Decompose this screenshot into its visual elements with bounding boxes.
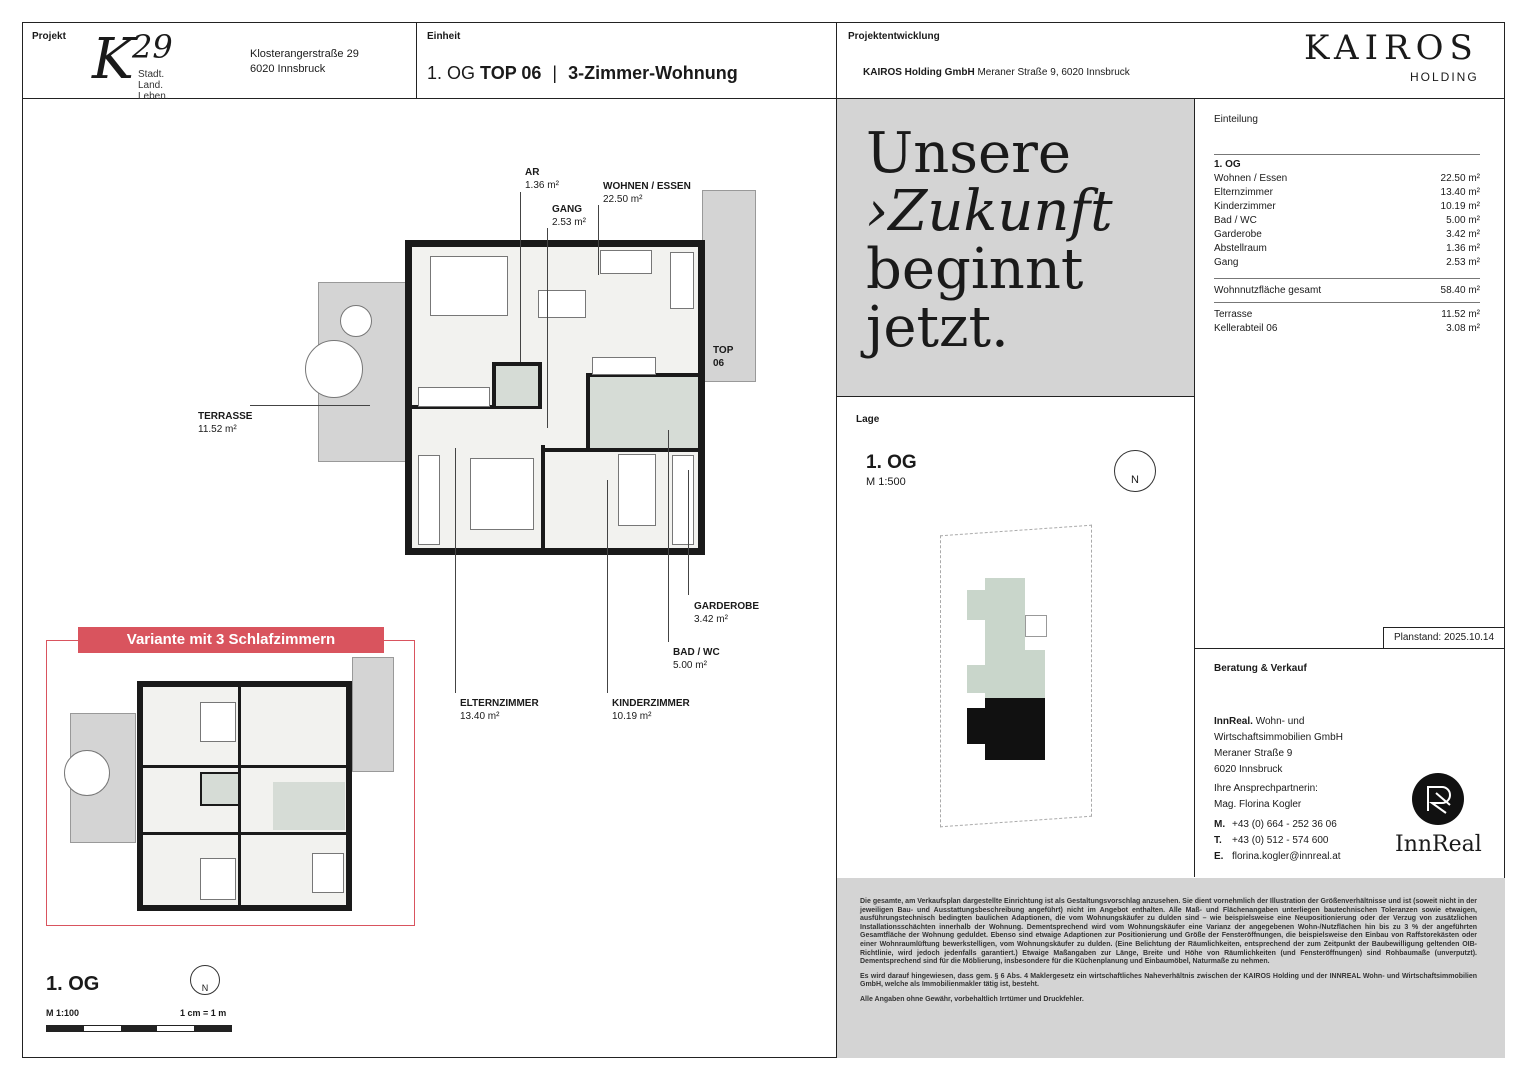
variant-wall-h1 xyxy=(143,765,346,768)
site-unit-stair xyxy=(967,708,985,744)
verkauf-e-label: E. xyxy=(1214,851,1224,862)
double-bed xyxy=(470,458,534,530)
lage-floor: 1. OG xyxy=(866,452,917,473)
einheit-floor: 1. OG xyxy=(427,63,476,83)
address-city: 6020 Innsbruck xyxy=(250,63,326,75)
wardrobe-eltern xyxy=(418,455,440,545)
label-kinder xyxy=(612,697,690,723)
label-eltern-area: 13.40 m² xyxy=(460,711,500,722)
variant-balcony xyxy=(352,657,394,772)
label-ar-name: AR xyxy=(525,167,540,178)
verkauf-street: Meraner Straße 9 xyxy=(1214,748,1293,759)
k29-logo xyxy=(92,27,134,92)
label-bad-area: 5.00 m² xyxy=(673,660,707,671)
innreal-logo-icon xyxy=(1412,773,1464,825)
label-garderobe-area: 3.42 m² xyxy=(694,614,728,625)
label-top-name: TOP xyxy=(713,345,734,356)
variant-wall-h2 xyxy=(143,832,346,835)
header-divider-1 xyxy=(416,22,417,98)
verkauf-company-bold: InnReal. xyxy=(1214,716,1253,727)
bad-room xyxy=(590,377,698,448)
einteilung-floor: 1. OG xyxy=(1214,159,1241,170)
label-gang-area: 2.53 m² xyxy=(552,217,586,228)
label-bad-name: BAD / WC xyxy=(673,647,720,658)
lage-label: Lage xyxy=(856,414,880,425)
total-row xyxy=(1214,284,1480,298)
einheit-label: Einheit xyxy=(427,31,461,42)
site-building-b xyxy=(985,650,1045,698)
verkauf-divider xyxy=(1194,648,1505,649)
einheit-title xyxy=(427,63,738,84)
label-top xyxy=(713,344,733,370)
verkauf-contact-label: Ihre Ansprechpartnerin: xyxy=(1214,783,1318,794)
label-gang xyxy=(552,203,586,229)
row-value: 2.53 m² xyxy=(1446,257,1480,268)
plan-scale: M 1:100 xyxy=(46,1008,80,1018)
total-name: Wohnnutzfläche gesamt xyxy=(1214,285,1322,296)
row-value: 13.40 m² xyxy=(1440,187,1480,198)
einteilung-extra xyxy=(1214,308,1480,336)
sofa xyxy=(430,256,508,316)
label-eltern-name: ELTERNZIMMER xyxy=(460,698,539,709)
row-value: 10.19 m² xyxy=(1440,201,1480,212)
einteilung-row xyxy=(1214,256,1480,270)
logo-sup: 29 xyxy=(132,28,173,66)
verkauf-city: 6020 Innsbruck xyxy=(1214,764,1283,775)
slogan-line-2: Zukunft xyxy=(888,179,1113,244)
row-value: 5.00 m² xyxy=(1446,215,1480,226)
kitchen-unit xyxy=(670,252,694,309)
label-kinder-area: 10.19 m² xyxy=(612,711,652,722)
row-name: Abstellraum xyxy=(1214,243,1267,254)
north-label: N xyxy=(201,983,209,993)
label-gang-name: GANG xyxy=(552,204,582,215)
wardrobe-kinder xyxy=(672,455,694,545)
label-wohnen-area: 22.50 m² xyxy=(603,194,643,205)
einheit-type: 3-Zimmer-Wohnung xyxy=(568,63,738,83)
ar-room xyxy=(496,366,538,406)
logo-tag-3: Leben. xyxy=(138,91,169,102)
lage-scale: M 1:500 xyxy=(866,476,906,488)
north-arrow-plan xyxy=(190,965,220,995)
extra-value: 3.08 m² xyxy=(1446,323,1480,334)
innreal-logo-mark xyxy=(1412,773,1464,825)
innreal-logo-text: InnReal xyxy=(1395,832,1482,857)
terrace-table xyxy=(340,305,372,337)
einteilung-table xyxy=(1214,158,1480,270)
leader-gang xyxy=(547,228,548,428)
extra-row xyxy=(1214,322,1480,336)
verkauf-m-label: M. xyxy=(1214,819,1226,830)
leader-kinder xyxy=(607,480,608,693)
entwicklung-info xyxy=(863,67,1130,78)
row-name: Garderobe xyxy=(1214,229,1262,240)
site-unit-highlight xyxy=(985,698,1045,760)
verkauf-mobile[interactable]: +43 (0) 664 - 252 36 06 xyxy=(1232,819,1337,830)
total-value: 58.40 m² xyxy=(1440,285,1480,296)
row-name: Wohnen / Essen xyxy=(1214,173,1288,184)
extra-rows xyxy=(1214,308,1480,336)
projekt-label: Projekt xyxy=(32,31,66,42)
extra-name: Kellerabteil 06 xyxy=(1214,323,1278,334)
slogan-divider xyxy=(837,396,1194,397)
wardrobe-gang xyxy=(418,387,490,407)
row-value: 1.36 m² xyxy=(1446,243,1480,254)
disclaimer-p3: Alle Angaben ohne Gewähr, vorbehaltlich Irrtümer und Druckfehler. xyxy=(860,995,1084,1003)
wall-kinder-top xyxy=(545,448,698,452)
logo-tagline xyxy=(138,69,169,102)
variant-parasol xyxy=(64,750,110,796)
kitchen-counter xyxy=(600,250,652,274)
logo-tag-1: Stadt. xyxy=(138,69,165,80)
extra-row xyxy=(1214,308,1480,322)
einteilung-rule-2 xyxy=(1214,278,1480,279)
einteilung-row xyxy=(1214,172,1480,186)
einteilung-floor-row xyxy=(1214,158,1480,172)
lage-north-label: N xyxy=(1131,474,1139,486)
disclaimer-p2: Es wird darauf hingewiesen, dass gem. § 6 Abs. 4 Maklergesetz ein wirtschaftliches Naheverhältnis zwischen der KAIROS Holding und der INNREAL Wohn- und Wirtschaftsimmobilien GmbH, welche als Immobilienmakler tätig ist, besteht. xyxy=(860,972,1477,989)
dining-table xyxy=(538,290,586,318)
leader-terrasse xyxy=(250,405,370,406)
leader-ar xyxy=(520,192,521,362)
disclaimer-text xyxy=(860,898,1477,1005)
row-name: Bad / WC xyxy=(1214,215,1257,226)
verkauf-contact-name: Mag. Florina Kogler xyxy=(1214,799,1302,810)
leader-bad xyxy=(668,430,669,642)
einteilung-row xyxy=(1214,214,1480,228)
einteilung-rule-1 xyxy=(1214,154,1480,155)
extra-name: Terrasse xyxy=(1214,309,1253,320)
row-name: Elternzimmer xyxy=(1214,187,1273,198)
leader-wohnen xyxy=(598,205,599,275)
kairos-logo: KAIROS xyxy=(1304,28,1479,68)
einteilung-label: Einteilung xyxy=(1214,114,1258,125)
variant-banner: Variante mit 3 Schlafzimmern xyxy=(78,627,384,653)
kairos-logo-sub: HOLDING xyxy=(1410,70,1479,84)
leader-garderobe xyxy=(688,470,689,595)
project-address xyxy=(250,47,359,77)
einteilung-total xyxy=(1214,284,1480,298)
leader-eltern xyxy=(455,448,456,693)
parasol xyxy=(305,340,363,398)
entwicklung-label: Projektentwicklung xyxy=(848,31,940,42)
logo-tag-2: Land. xyxy=(138,80,164,91)
einteilung-row xyxy=(1214,200,1480,214)
row-name: Kinderzimmer xyxy=(1214,201,1276,212)
variant-ar xyxy=(200,772,240,806)
label-bad xyxy=(673,646,720,672)
label-eltern xyxy=(460,697,539,723)
site-stair-a xyxy=(967,590,985,620)
label-kinder-name: KINDERZIMMER xyxy=(612,698,690,709)
label-garderobe xyxy=(694,600,759,626)
logo-k: K xyxy=(92,27,134,92)
site-balcony xyxy=(1025,615,1047,637)
verkauf-label: Beratung & Verkauf xyxy=(1214,663,1307,674)
wall-eltern-kinder xyxy=(541,445,545,548)
label-terrasse-name: TERRASSE xyxy=(198,411,253,422)
verkauf-phone[interactable]: +43 (0) 512 - 574 600 xyxy=(1232,835,1329,846)
row-name: Gang xyxy=(1214,257,1239,268)
wall-ar-right xyxy=(538,362,542,408)
variant-bed-3 xyxy=(312,853,344,893)
entwicklung-address: Meraner Straße 9, 6020 Innsbruck xyxy=(977,67,1130,78)
label-ar-area: 1.36 m² xyxy=(525,180,559,191)
header-divider xyxy=(22,98,1505,99)
label-wohnen-name: WOHNEN / ESSEN xyxy=(603,181,691,192)
einteilung-row xyxy=(1214,186,1480,200)
north-arrow-lage xyxy=(1114,450,1156,492)
einteilung-row xyxy=(1214,228,1480,242)
label-terrasse-area: 11.52 m² xyxy=(198,424,237,435)
plan-scale-note: 1 cm = 1 m xyxy=(180,1008,227,1018)
slogan-line-2-wrap: ›Zukunft xyxy=(866,179,1113,244)
planstand-box: Planstand: 2025.10.14 xyxy=(1383,627,1505,649)
disclaimer-p1: Die gesamte, am Verkaufsplan dargestellte Einrichtung ist als Gestaltungsvorschlag anzusehen. Sie dient vornehmlich der Illustration der Größenverhältnisse und ist (soweit nicht in der jeweiligen Bau- und Ausstattungsbeschreibung angeführt) nicht im Angebot enthalten. Alle Maß- und Flächenangaben unterliegen bautechnischen Toleranzen sowie etwaigen, ausführungstechnisch bedingten baulichen Adaptionen, die vom Wohnungskäufer zu dulden sind – wie beispielsweise eine Neupositionierung oder der Verzug von zusätzlichen Installationsschächten innerhalb der Wohnung. Dementsprechend wird vom Wohnungskäufer eine Varianz der angegebenen Wohn-/Nutzflächen hin bis zu 3 % der angeführten Gesamtfläche der Wohnung geduldet. Ebenso sind etwaige Adaptionen zur Positionierung und Größe der Fensteröffnungen, die beispielsweise den Einbau von Raffstorekästen oder einer Wohnraumlüftung bewerkstelligen, vom Wohnungskäufer zu dulden. (Eine Belichtung der Räumlichkeiten, entsprechend der zum Zeitpunkt der Baubewilligung geltenden OIB-Richtlinie, wird jedoch jedenfalls garantiert.) Etwaige Maßangaben zur Länge, Breite und Höhe von Räumlichkeiten (und Fensteröffnungen) sind Rohbaumaße (unverputzt). Dementsprechend sind für die Möblierung, insbesondere für die Küchenplanung und Einbaumöbel, Naturmaße zu nehmen. xyxy=(860,898,1477,966)
scale-bar xyxy=(46,1025,232,1032)
slogan-line-3: beginnt xyxy=(866,237,1084,302)
einheit-separator: | xyxy=(552,63,558,83)
label-ar xyxy=(525,166,559,192)
slogan-line-4: jetzt. xyxy=(866,295,1009,360)
plan-floor-label: 1. OG xyxy=(46,973,100,995)
label-top-num: 06 xyxy=(713,358,725,369)
verkauf-company-line2: Wirtschaftsimmobilien GmbH xyxy=(1214,732,1343,743)
single-bed xyxy=(618,454,656,526)
verkauf-company-rest: Wohn- und xyxy=(1255,716,1305,727)
verkauf-email[interactable]: florina.kogler@innreal.at xyxy=(1232,851,1341,862)
einheit-top: TOP 06 xyxy=(480,63,542,83)
right-column-divider xyxy=(1194,99,1195,877)
slogan xyxy=(866,121,1113,360)
label-wohnen xyxy=(603,180,691,206)
einteilung-row xyxy=(1214,242,1480,256)
entwicklung-company: KAIROS Holding GmbH xyxy=(863,67,975,78)
einteilung-rule-3 xyxy=(1214,302,1480,303)
row-value: 3.42 m² xyxy=(1446,229,1480,240)
label-terrasse xyxy=(198,410,252,436)
variant-bed-1 xyxy=(200,702,236,742)
extra-value: 11.52 m² xyxy=(1441,309,1480,320)
address-street: Klosterangerstraße 29 xyxy=(250,48,359,60)
row-value: 22.50 m² xyxy=(1440,173,1480,184)
site-stair-b xyxy=(967,665,985,693)
verkauf-info xyxy=(1214,714,1343,865)
variant-bad xyxy=(273,782,345,830)
slogan-line-1: Unsere xyxy=(866,121,1072,186)
variant-bed-2 xyxy=(200,858,236,900)
verkauf-t-label: T. xyxy=(1214,835,1222,846)
label-garderobe-name: GARDEROBE xyxy=(694,601,760,612)
einteilung-rows xyxy=(1214,172,1480,270)
garderobe-cabinet xyxy=(592,357,656,375)
